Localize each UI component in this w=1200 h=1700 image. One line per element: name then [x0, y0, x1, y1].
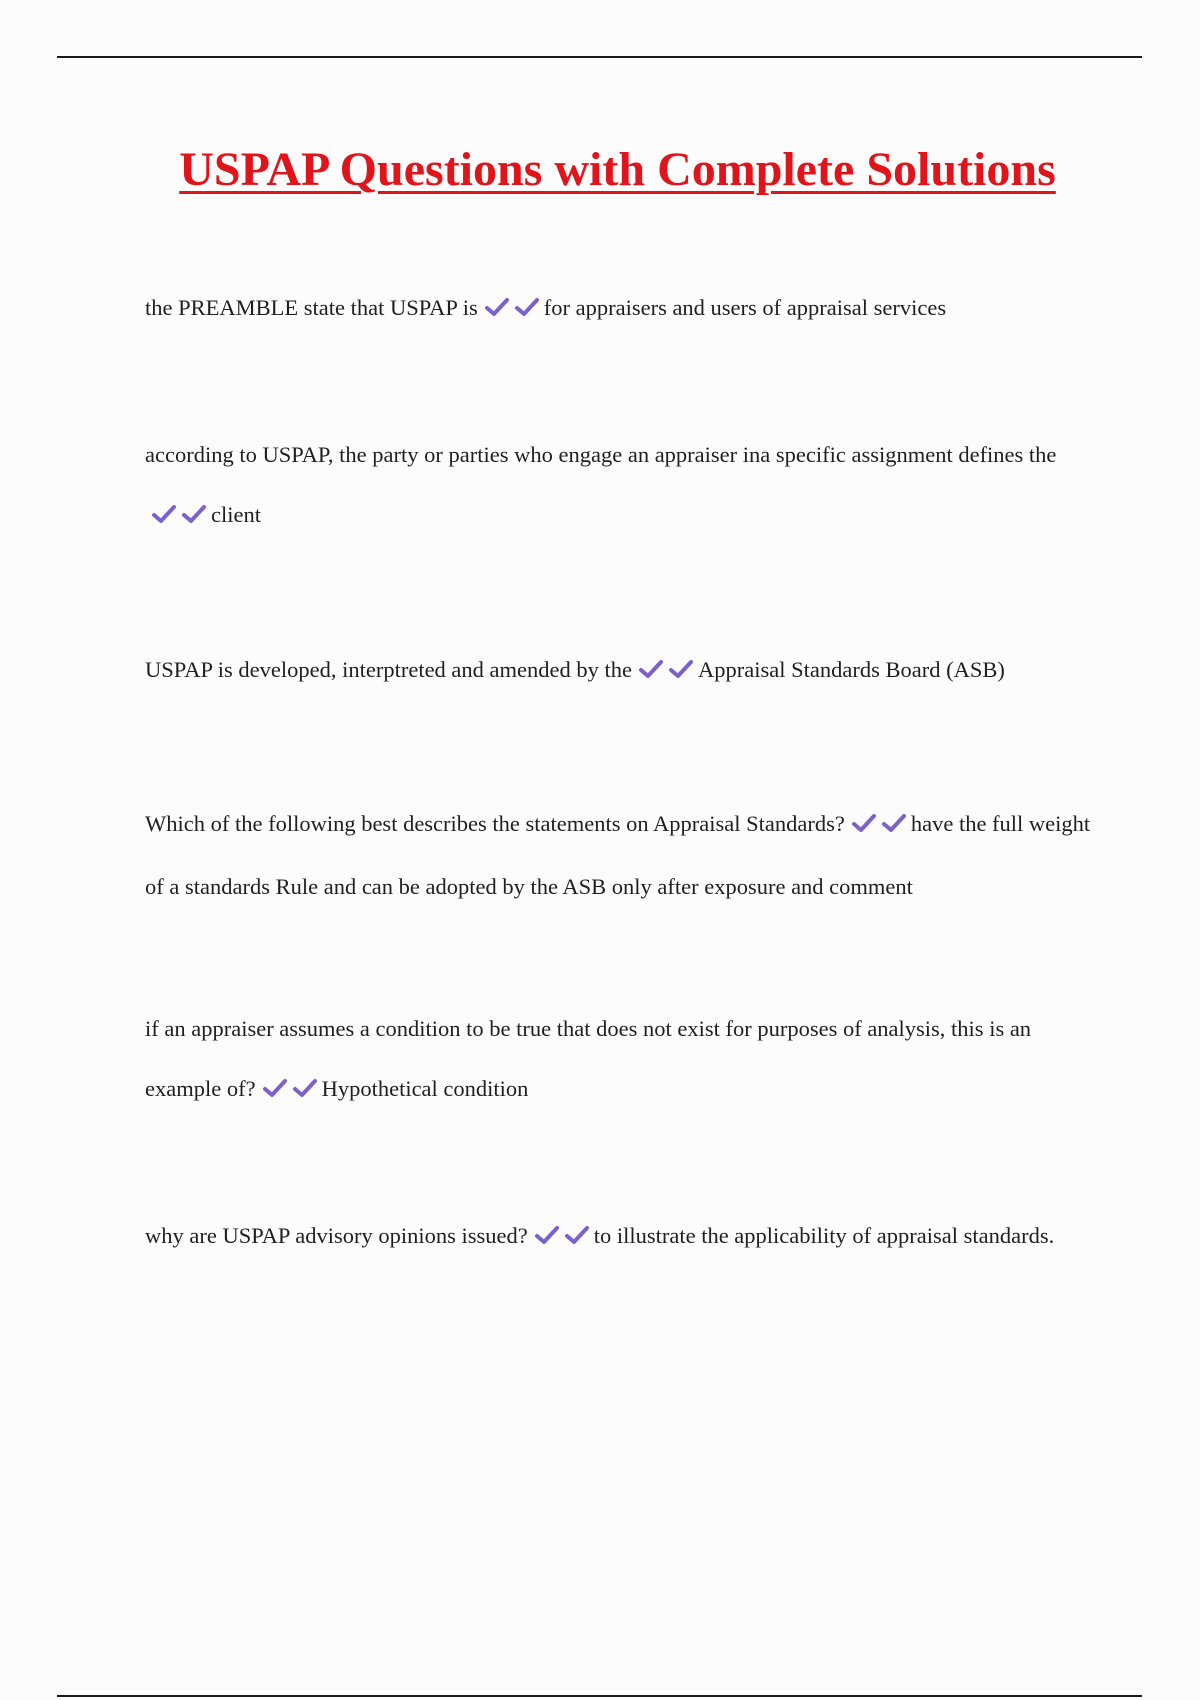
- check-icon: [534, 1224, 560, 1246]
- question-text: USPAP is developed, interptreted and amended by the: [145, 657, 632, 682]
- bottom-rule: [57, 1695, 1142, 1697]
- document-title: USPAP Questions with Complete Solutions: [179, 143, 1056, 196]
- answer-text: have the full weight of a standards Rule and can be adopted by the ASB only after exposure and comment: [145, 811, 1091, 899]
- qa-item: [145, 640, 1105, 703]
- check-icon: [484, 296, 510, 318]
- double-check-icon: [262, 1062, 318, 1122]
- question-text: the PREAMBLE state that USPAP is: [145, 295, 478, 320]
- question-text: if an appraiser assumes a condition to be true that does not exist for purposes of analysis, this is an example of?: [145, 1016, 1032, 1101]
- qa-item: [145, 278, 1090, 341]
- qa-item: [145, 425, 1090, 548]
- double-check-icon: [534, 1209, 590, 1269]
- double-check-icon: [638, 643, 694, 703]
- question-text: why are USPAP advisory opinions issued?: [145, 1223, 528, 1248]
- check-icon: [262, 1077, 288, 1099]
- check-icon: [638, 658, 664, 680]
- check-icon: [181, 503, 207, 525]
- answer-text: Appraisal Standards Board (ASB): [698, 657, 1005, 682]
- check-icon: [564, 1224, 590, 1246]
- check-icon: [151, 503, 177, 525]
- check-icon: [292, 1077, 318, 1099]
- check-icon: [851, 812, 877, 834]
- check-icon: [514, 296, 540, 318]
- check-icon: [881, 812, 907, 834]
- question-text: according to USPAP, the party or parties who engage an appraiser ina specific assignment defines the: [145, 442, 1057, 467]
- question-text: Which of the following best describes the statements on Appraisal Standards?: [145, 811, 845, 836]
- double-check-icon: [484, 281, 540, 341]
- answer-text: to illustrate the applicability of appraisal standards.: [593, 1223, 1055, 1248]
- answer-text: for appraisers and users of appraisal services: [543, 295, 947, 320]
- answer-text: Hypothetical condition: [321, 1076, 529, 1101]
- answer-text: client: [211, 502, 261, 527]
- top-rule: [57, 56, 1142, 58]
- qa-item: [145, 794, 1095, 917]
- qa-item: [145, 1206, 1090, 1269]
- double-check-icon: [151, 488, 207, 548]
- double-check-icon: [851, 797, 907, 857]
- qa-item: [145, 999, 1090, 1122]
- check-icon: [668, 658, 694, 680]
